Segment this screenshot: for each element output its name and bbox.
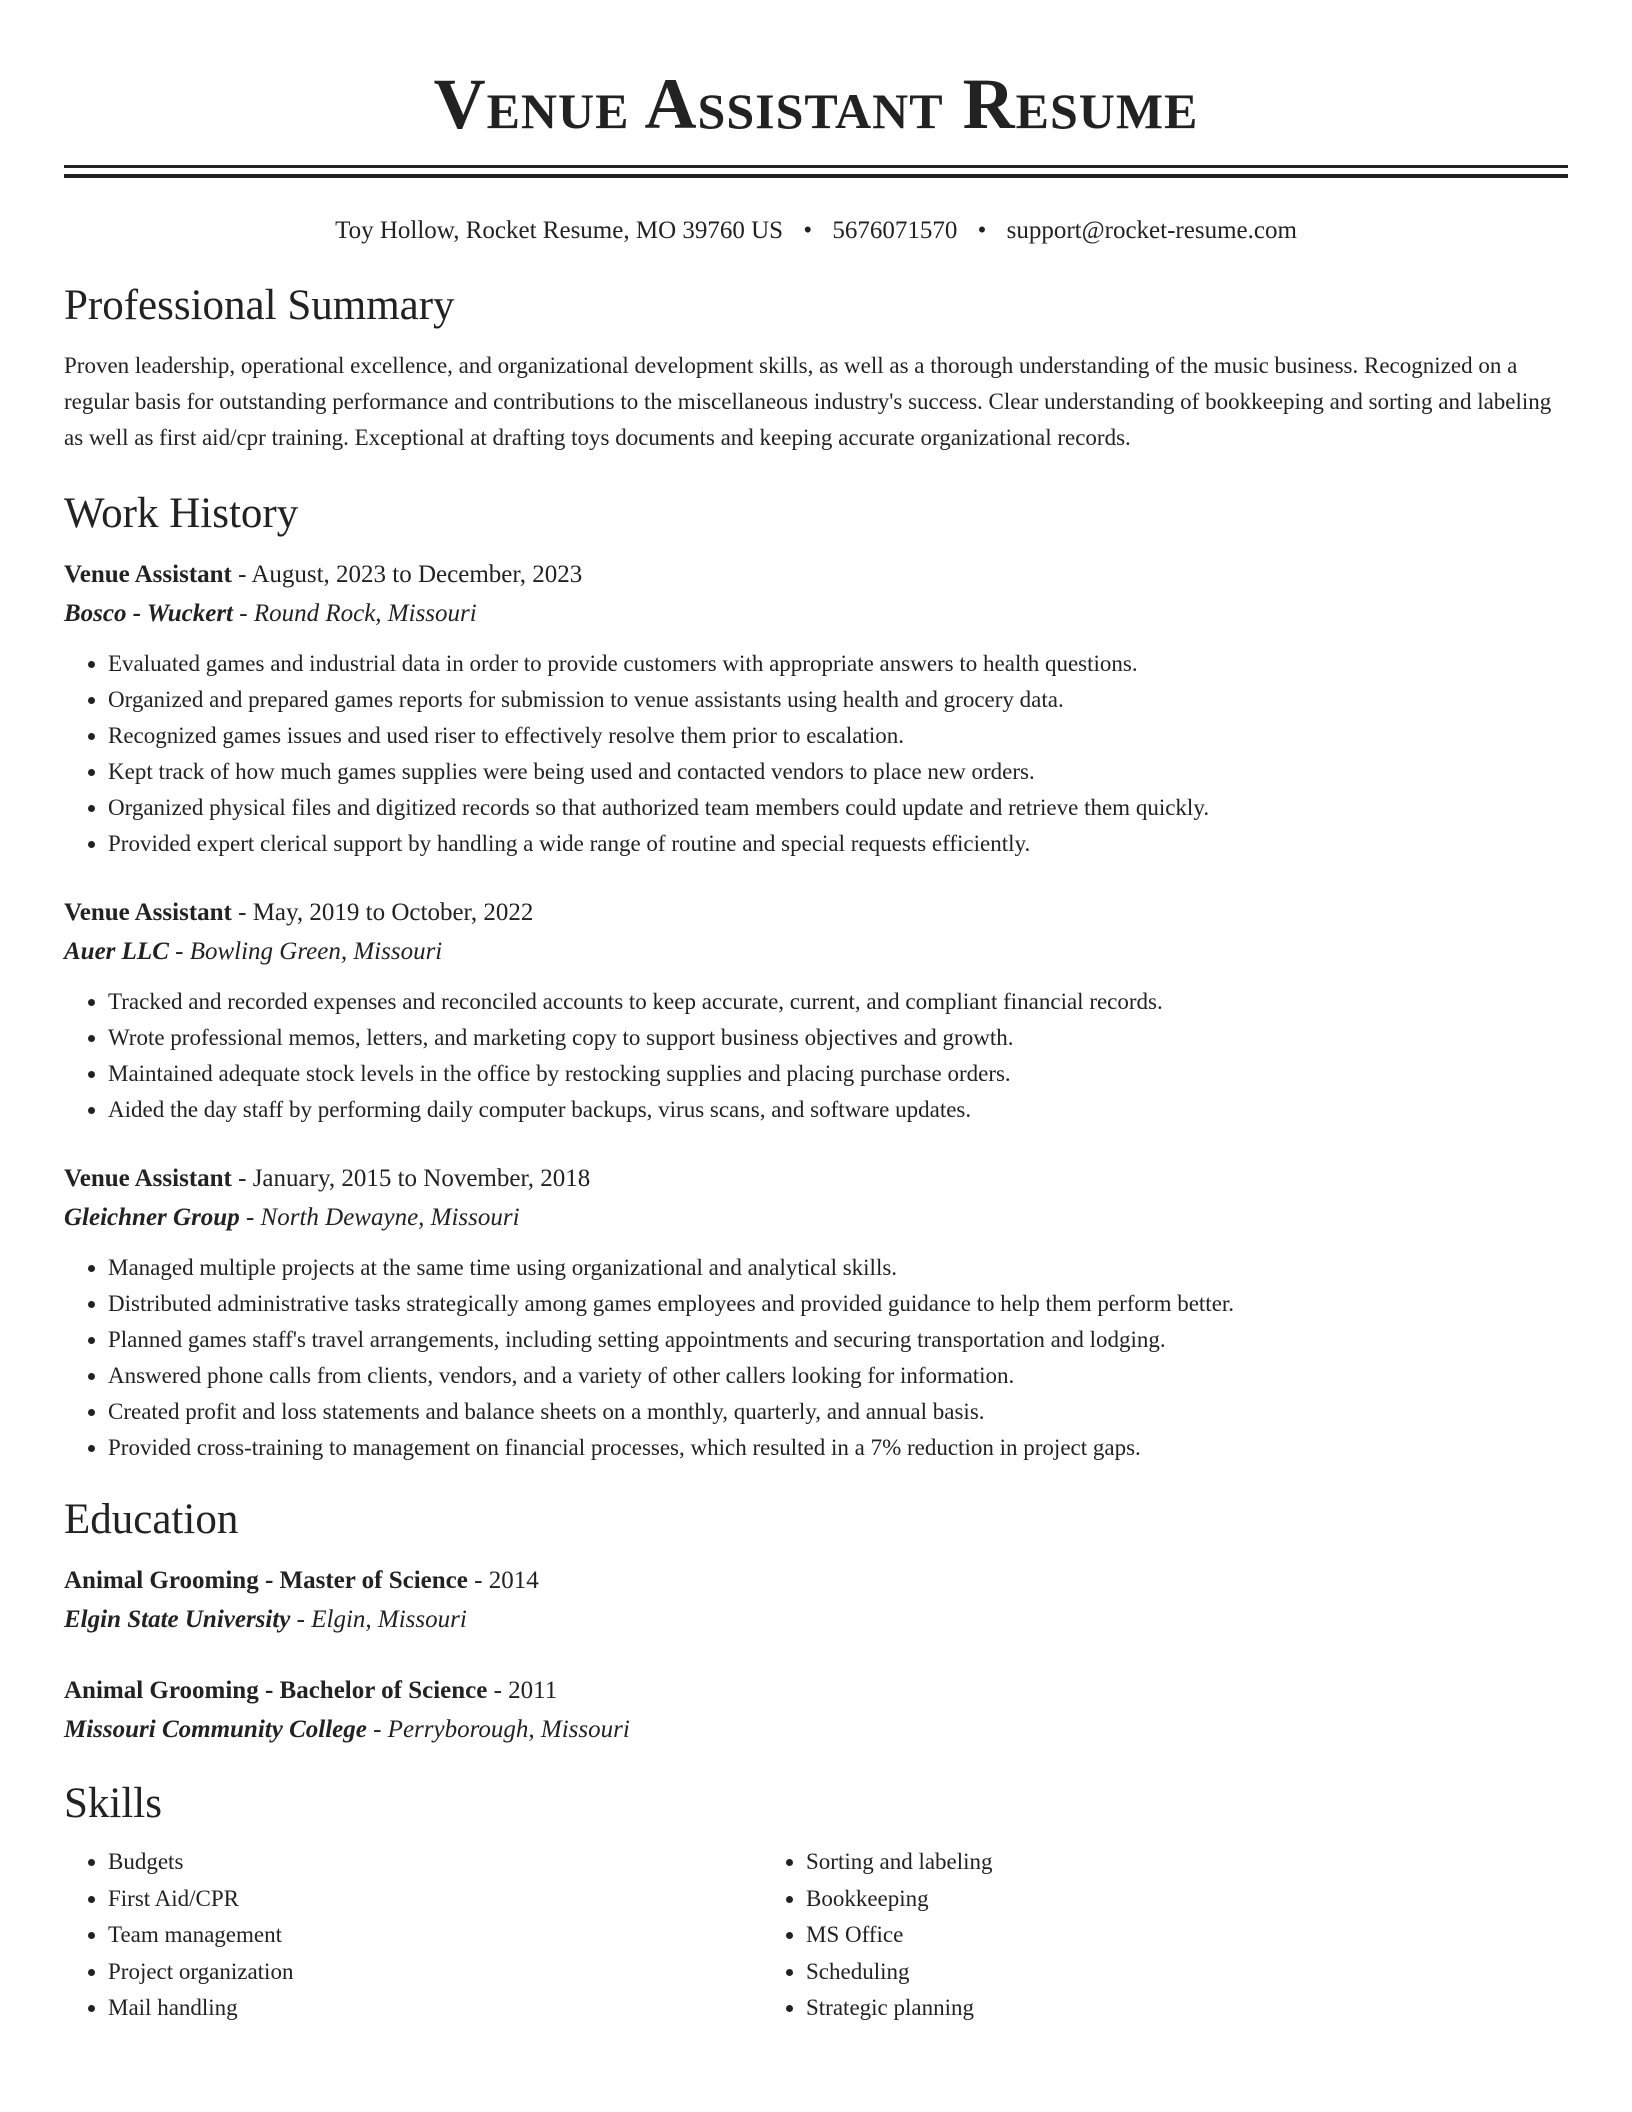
resume-title: Venue Assistant Resume — [433, 64, 1199, 144]
job-title: Venue Assistant — [64, 561, 232, 588]
job-bullet: • Tracked and recorded expenses and reconciled accounts to keep accurate, current, and compliant financial records. — [108, 984, 1568, 1020]
skills-column-right — [762, 1844, 1504, 2027]
job-bullet: • Maintained adequate stock levels in the office by restocking supplies and placing purchase orders. — [108, 1056, 1568, 1092]
contact-address: Toy Hollow, Rocket Resume, MO 39760 US — [335, 217, 784, 244]
degree-line — [64, 1672, 1568, 1710]
job-bullet: • Provided cross-training to management on financial processes, which resulted in a 7% reduction in project gaps. — [108, 1430, 1568, 1466]
employer-location: - Bowling Green, Missouri — [168, 938, 443, 965]
summary-text: Proven leadership, operational excellence, and organizational development skills, as well as a thorough understanding of the music business. Recognized on a regular basis for outstanding performance and contributions to the miscellaneous industry's success. Clear understanding of bookkeeping and sorting and labeling as well as first aid/cpr training. Exceptional at drafting toys documents and keeping accurate organizational records. — [64, 353, 1552, 450]
skills-column-left — [64, 1844, 762, 2027]
divider-line-thin — [64, 165, 1568, 168]
resume-page — [64, 0, 1568, 2027]
section-heading-summary: Professional Summary — [64, 282, 455, 329]
divider-line-thick — [64, 174, 1568, 178]
degree-line — [64, 1562, 1568, 1600]
job-bullet: • Evaluated games and industrial data in order to provide customers with appropriate answers to health questions. — [108, 646, 1568, 682]
skill-item: • Budgets — [108, 1844, 762, 1881]
school-location: - Perryborough, Missouri — [366, 1716, 630, 1743]
school-location: - Elgin, Missouri — [290, 1606, 467, 1633]
skill-item: • First Aid/CPR — [108, 1881, 762, 1918]
contact-email: support@rocket-resume.com — [1006, 217, 1297, 244]
employer-name: Gleichner Group — [64, 1204, 240, 1231]
job-dates: - May, 2019 to October, 2022 — [231, 899, 534, 926]
job-bullets — [64, 1250, 1568, 1466]
job-bullet: • Organized and prepared games reports for submission to venue assistants using health and grocery data. — [108, 682, 1568, 718]
employer-location: - North Dewayne, Missouri — [239, 1204, 520, 1231]
job-dates: - January, 2015 to November, 2018 — [231, 1165, 591, 1192]
job-title-line — [64, 556, 1568, 594]
school-line — [64, 1600, 1568, 1640]
job-entry — [64, 894, 1568, 1128]
employer-line — [64, 594, 1568, 634]
section-heading-education: Education — [64, 1496, 239, 1543]
skill-item: • Team management — [108, 1917, 762, 1954]
job-bullet: • Distributed administrative tasks strategically among games employees and provided guidance to help them perform better. — [108, 1286, 1568, 1322]
job-bullet: • Created profit and loss statements and balance sheets on a monthly, quarterly, and annual basis. — [108, 1394, 1568, 1430]
skill-item: • Mail handling — [108, 1990, 762, 2027]
contact-info — [64, 214, 1568, 248]
job-title: Venue Assistant — [64, 899, 232, 926]
skill-item: • Scheduling — [806, 1954, 1504, 1991]
job-bullets — [64, 984, 1568, 1128]
school-name: Missouri Community College — [64, 1716, 367, 1743]
skill-item: • Strategic planning — [806, 1990, 1504, 2027]
education-entry — [64, 1562, 1568, 1640]
employer-line — [64, 1198, 1568, 1238]
employer-line — [64, 932, 1568, 972]
job-bullet: • Provided expert clerical support by handling a wide range of routine and special requests efficiently. — [108, 826, 1568, 862]
job-bullet: • Managed multiple projects at the same time using organizational and analytical skills. — [108, 1250, 1568, 1286]
job-bullet: • Aided the day staff by performing daily computer backups, virus scans, and software updates. — [108, 1092, 1568, 1128]
skill-item: • Bookkeeping — [806, 1881, 1504, 1918]
school-name: Elgin State University — [64, 1606, 291, 1633]
degree-year: - 2014 — [467, 1567, 539, 1594]
employer-name: Bosco - Wuckert — [64, 600, 233, 627]
employer-name: Auer LLC — [64, 938, 169, 965]
job-bullet: • Recognized games issues and used riser to effectively resolve them prior to escalation. — [108, 718, 1568, 754]
job-entry — [64, 1160, 1568, 1466]
skill-item: • Project organization — [108, 1954, 762, 1991]
job-bullet: • Answered phone calls from clients, vendors, and a variety of other callers looking for information. — [108, 1358, 1568, 1394]
skill-item: • MS Office — [806, 1917, 1504, 1954]
education-entry — [64, 1672, 1568, 1750]
title-divider — [64, 165, 1568, 178]
section-heading-skills: Skills — [64, 1780, 162, 1827]
contact-separator: • — [977, 217, 987, 244]
job-title-line — [64, 1160, 1568, 1198]
degree-year: - 2011 — [487, 1677, 558, 1704]
job-title-line — [64, 894, 1568, 932]
degree-name: Animal Grooming - Master of Science — [64, 1567, 468, 1594]
employer-location: - Round Rock, Missouri — [233, 600, 477, 627]
job-bullets — [64, 646, 1568, 862]
job-bullet: • Wrote professional memos, letters, and marketing copy to support business objectives and growth. — [108, 1020, 1568, 1056]
job-bullet: • Kept track of how much games supplies were being used and contacted vendors to place new orders. — [108, 754, 1568, 790]
contact-separator: • — [803, 217, 813, 244]
skills-list — [64, 1844, 1568, 2027]
job-entry — [64, 556, 1568, 862]
job-title: Venue Assistant — [64, 1165, 232, 1192]
school-line — [64, 1710, 1568, 1750]
section-heading-work: Work History — [64, 490, 299, 537]
job-bullet: • Planned games staff's travel arrangements, including setting appointments and securing transportation and lodging. — [108, 1322, 1568, 1358]
job-bullet: • Organized physical files and digitized records so that authorized team members could update and retrieve them quickly. — [108, 790, 1568, 826]
contact-phone: 5676071570 — [832, 217, 958, 244]
job-dates: - August, 2023 to December, 2023 — [231, 561, 583, 588]
skill-item: • Sorting and labeling — [806, 1844, 1504, 1881]
degree-name: Animal Grooming - Bachelor of Science — [64, 1677, 488, 1704]
